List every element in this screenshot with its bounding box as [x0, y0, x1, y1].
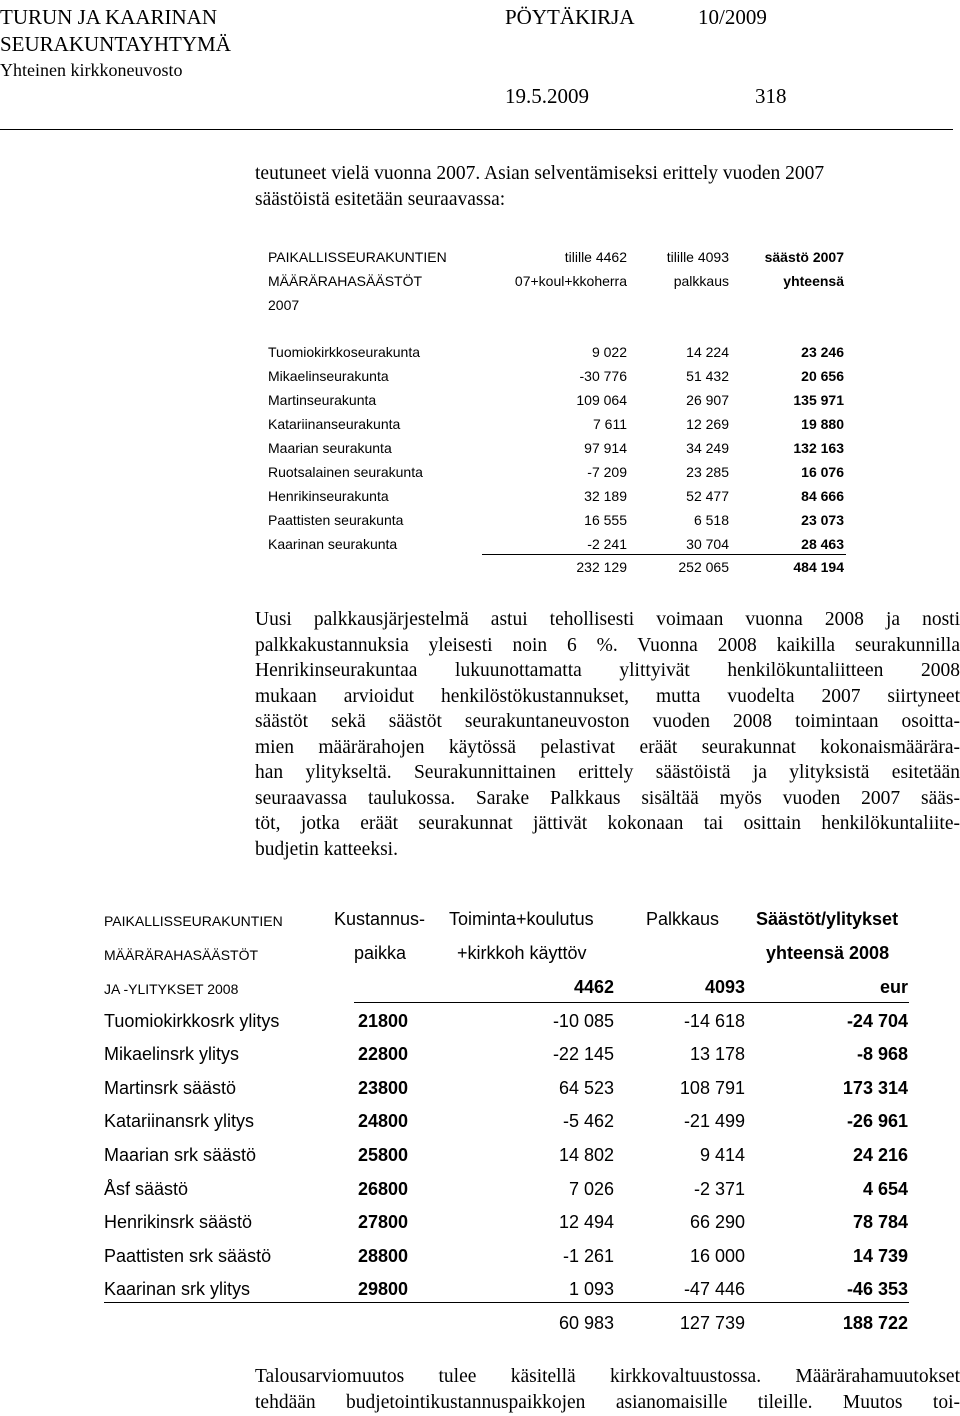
cell: 23 073	[801, 512, 844, 528]
text-line: Talousarviomuutos tulee käsitellä kirkkovaltuustossa. Määrärahamuutokset	[255, 1366, 960, 1387]
header-cell: 07+koul+kkoherra	[514, 273, 627, 289]
total-cell: 60 983	[558, 1313, 614, 1333]
text-line: palkkakustannuksia yleisesti noin 6 %. Vuonna 2008 kaikilla seurakunnilla	[255, 634, 960, 656]
table-row	[0, 345, 960, 362]
cell: 19 880	[801, 416, 844, 432]
cell: 24 216	[852, 1145, 908, 1165]
cell: 16 555	[584, 512, 627, 528]
cell: 34 249	[686, 440, 729, 456]
header-cell: Toiminta+koulutus	[449, 909, 594, 929]
cell: 20 656	[801, 368, 844, 384]
cell: Martinseurakunta	[268, 392, 377, 408]
body-paragraph	[255, 607, 960, 862]
cell: Paattisten seurakunta	[268, 512, 404, 528]
cell: Mikaelinseurakunta	[268, 368, 389, 384]
header-cell: yhteensä	[783, 273, 844, 289]
header-cell: eur	[879, 977, 908, 997]
cell: Kaarinan srk ylitys	[104, 1279, 251, 1299]
cell: 4 654	[862, 1179, 908, 1199]
header-cell: JA -YLITYKSET 2008	[104, 981, 239, 997]
table-header-row	[0, 910, 960, 932]
header-cell: 4462	[573, 977, 614, 997]
text-line: han ylitykseltä. Seurakunnittainen erittely säästöistä ja ylityksistä esitetään	[255, 762, 960, 783]
header-cell: Kustannus-	[334, 909, 426, 929]
cell: -14 618	[683, 1011, 745, 1031]
cell: 25800	[357, 1145, 408, 1165]
cell: Maarian srk säästö	[104, 1145, 257, 1165]
header-cell: palkkaus	[673, 273, 729, 289]
body-name: Yhteinen kirkkoneuvosto	[0, 60, 183, 80]
cell: Tuomiokirkkosrk ylitys	[104, 1011, 280, 1031]
cell: Katariinanseurakunta	[268, 416, 401, 432]
cell: 12 494	[558, 1212, 614, 1232]
page-number: 318	[755, 84, 787, 108]
cell: 29800	[357, 1279, 408, 1299]
cell: 52 477	[686, 488, 729, 504]
cell: 78 784	[852, 1212, 908, 1232]
header-rule	[0, 129, 953, 130]
doc-number: 10/2009	[698, 5, 767, 29]
table-header-row	[0, 944, 960, 966]
header-cell: +kirkkoh käyttöv	[457, 943, 587, 963]
total-cell: 127 739	[679, 1313, 745, 1333]
header-cell: yhteensä 2008	[766, 943, 890, 963]
header-cell: PAIKALLISSEURAKUNTIEN	[104, 913, 283, 929]
cell: 14 224	[686, 344, 729, 360]
cell: 7 611	[593, 416, 627, 432]
table-row	[0, 1213, 960, 1235]
cell: -22 145	[552, 1044, 614, 1064]
table-header-row	[0, 250, 960, 267]
table-row	[0, 489, 960, 506]
cell: 132 163	[793, 440, 844, 456]
cell: -21 499	[683, 1111, 745, 1131]
cell: 26 907	[686, 392, 729, 408]
footer-paragraph	[255, 1364, 960, 1415]
cell: 16 076	[801, 464, 844, 480]
cell: 27800	[357, 1212, 408, 1232]
table-row	[0, 1146, 960, 1168]
table-row	[0, 1247, 960, 1269]
table-row	[0, 1280, 960, 1302]
table-row	[0, 1079, 960, 1101]
cell: 66 290	[689, 1212, 745, 1232]
text-line: mien määrärahojen käytössä pelastivat eräät seurakunnat kokonaismäärära-	[255, 736, 960, 758]
cell: 1 093	[568, 1279, 614, 1299]
table-row	[0, 417, 960, 434]
doc-type: PÖYTÄKIRJA	[505, 5, 635, 29]
table-row	[0, 513, 960, 530]
cell: 23800	[357, 1078, 408, 1098]
table-header-row	[0, 274, 960, 291]
sum-line	[482, 554, 846, 555]
cell: Henrikinseurakunta	[268, 488, 389, 504]
table-header-row	[0, 298, 960, 315]
cell: 6 518	[693, 512, 729, 528]
cell: 28 463	[801, 536, 844, 552]
table-row	[0, 1012, 960, 1034]
total-cell: 484 194	[793, 559, 844, 575]
cell: Paattisten srk säästö	[104, 1246, 272, 1266]
header-cell: Palkkaus	[646, 909, 720, 929]
table-row	[0, 537, 960, 554]
text-line: seuraavassa taulukossa. Sarake Palkkaus sisältää myös vuoden 2007 sääs-	[255, 787, 960, 809]
header-cell: tilille 4462	[564, 249, 627, 265]
meeting-date: 19.5.2009	[505, 84, 589, 108]
cell: 32 189	[584, 488, 627, 504]
header-cell: tilille 4093	[666, 249, 729, 265]
cell: 23 285	[686, 464, 729, 480]
cell: Åsf säästö	[104, 1179, 189, 1199]
header-rule	[354, 1002, 909, 1003]
table-row	[0, 1112, 960, 1134]
text-line: Henrikinseurakuntaa lukuunottamatta ylittyivät henkilökuntaliitteen 2008	[255, 660, 960, 681]
cell: -10 085	[552, 1011, 614, 1031]
cell: Martinsrk säästö	[104, 1078, 237, 1098]
cell: 14 739	[852, 1246, 908, 1266]
table-row	[0, 465, 960, 482]
cell: -1 261	[562, 1246, 614, 1266]
cell: -24 704	[846, 1011, 908, 1031]
table-total-row	[0, 1314, 960, 1336]
cell: 135 971	[793, 392, 844, 408]
header-cell: MÄÄRÄRAHASÄÄSTÖT	[268, 273, 423, 289]
cell: 14 802	[558, 1145, 614, 1165]
text-line: mukaan arvioidut henkilöstökustannukset, mutta vuodelta 2007 siirtyneet	[255, 685, 960, 707]
cell: -30 776	[579, 368, 627, 384]
cell: 97 914	[584, 440, 627, 456]
table-row	[0, 1045, 960, 1067]
table-row	[0, 441, 960, 458]
table-header-row	[0, 978, 960, 1000]
cell: -7 209	[587, 464, 627, 480]
cell: 51 432	[686, 368, 729, 384]
cell: Ruotsalainen seurakunta	[268, 464, 423, 480]
cell: -2 241	[587, 536, 627, 552]
cell: 173 314	[842, 1078, 908, 1098]
intro-paragraph	[255, 161, 960, 212]
cell: -26 961	[846, 1111, 908, 1131]
cell: 21800	[357, 1011, 408, 1031]
cell: Katariinansrk ylitys	[104, 1111, 255, 1131]
header-cell: MÄÄRÄRAHASÄÄSTÖT	[104, 947, 259, 963]
total-cell: 232 129	[576, 559, 627, 575]
text-line: budjetin katteeksi.	[255, 838, 398, 860]
header-cell: 4093	[704, 977, 745, 997]
cell: 16 000	[689, 1246, 745, 1266]
table-row	[0, 369, 960, 386]
cell: -47 446	[683, 1279, 745, 1299]
cell: 24800	[357, 1111, 408, 1131]
cell: Henrikinsrk säästö	[104, 1212, 253, 1232]
cell: 84 666	[801, 488, 844, 504]
text-line: tehdään budjetointikustannuspaikkojen asianomaisille tileille. Muutos toi-	[255, 1391, 960, 1413]
cell: 7 026	[568, 1179, 614, 1199]
header-cell: säästö 2007	[764, 249, 844, 265]
cell: -2 371	[693, 1179, 745, 1199]
cell: 109 064	[576, 392, 627, 408]
text-line: säästöt sekä säästöt seurakuntaneuvoston vuoden 2008 toimintaan osoitta-	[255, 711, 960, 732]
text-line: säästöistä esitetään seuraavassa:	[255, 188, 506, 210]
cell: -5 462	[562, 1111, 614, 1131]
cell: Tuomiokirkkoseurakunta	[268, 344, 420, 360]
cell: 30 704	[686, 536, 729, 552]
text-line: Uusi palkkausjärjestelmä astui tehollisesti voimaan vuonna 2008 ja nosti	[255, 609, 960, 630]
cell: 108 791	[679, 1078, 745, 1098]
cell: -46 353	[846, 1279, 908, 1299]
table-row	[0, 1180, 960, 1202]
cell: Maarian seurakunta	[268, 440, 392, 456]
header-cell: Säästöt/ylitykset	[756, 909, 899, 929]
cell: 12 269	[686, 416, 729, 432]
table-total-row	[0, 560, 960, 577]
cell: 9 022	[591, 344, 627, 360]
table-row	[0, 393, 960, 410]
cell: 64 523	[558, 1078, 614, 1098]
org-name-line2: SEURAKUNTAYHTYMÄ	[0, 32, 231, 56]
cell: 28800	[357, 1246, 408, 1266]
cell: Kaarinan seurakunta	[268, 536, 398, 552]
text-line: teutuneet vielä vuonna 2007. Asian selventämiseksi erittely vuoden 2007	[255, 163, 825, 184]
org-name-line1: TURUN JA KAARINAN	[0, 5, 218, 29]
header-cell: 2007	[268, 297, 300, 313]
total-cell: 252 065	[678, 559, 729, 575]
header-cell: paikka	[354, 943, 407, 963]
header-cell: PAIKALLISSEURAKUNTIEN	[268, 249, 447, 265]
cell: 26800	[357, 1179, 408, 1199]
text-line: töt, jotka eräät seurakunnat jättivät kokonaan tai osittain henkilökuntaliite-	[255, 813, 960, 834]
cell: 13 178	[689, 1044, 745, 1064]
cell: 9 414	[699, 1145, 745, 1165]
sum-line	[104, 1302, 909, 1303]
total-cell: 188 722	[842, 1313, 908, 1333]
cell: 23 246	[801, 344, 844, 360]
cell: 22800	[357, 1044, 408, 1064]
cell: Mikaelinsrk ylitys	[104, 1044, 240, 1064]
cell: -8 968	[856, 1044, 908, 1064]
